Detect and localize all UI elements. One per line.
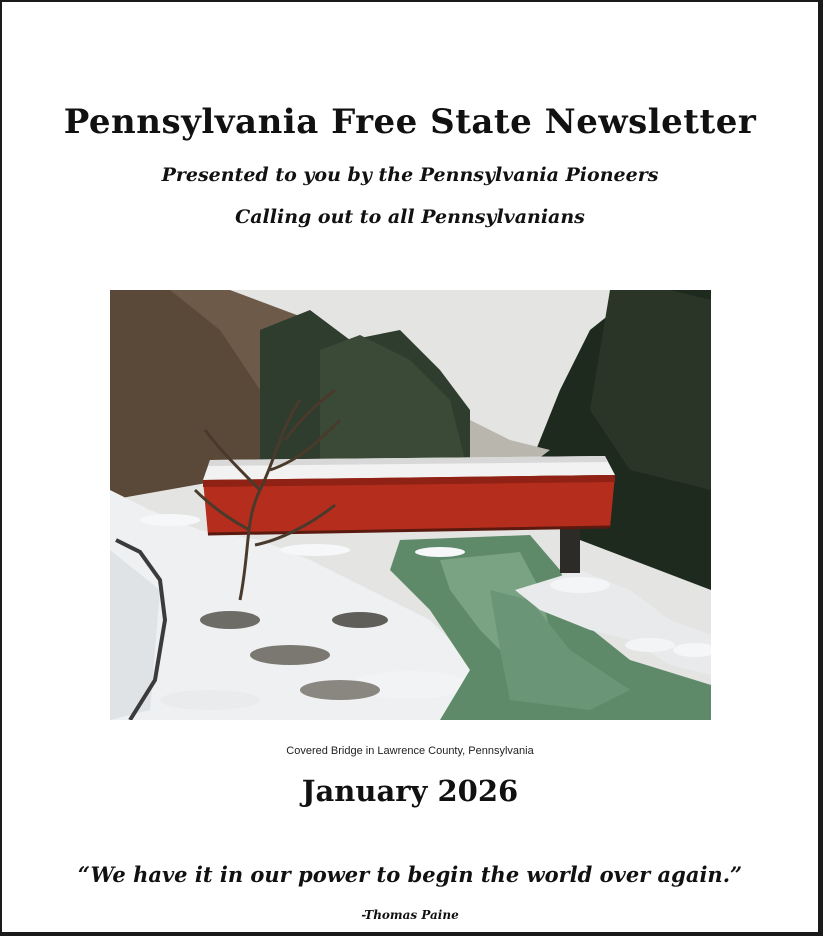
covered-bridge-photo xyxy=(110,290,711,720)
quote-text: “We have it in our power to begin the world over again.” xyxy=(77,862,743,887)
quote-author: -Thomas Paine xyxy=(361,908,459,922)
newsletter-title: Pennsylvania Free State Newsletter xyxy=(63,102,757,142)
photo-caption: Covered Bridge in Lawrence County, Pennsylvania xyxy=(286,745,534,757)
newsletter-subtitle-calling: Calling out to all Pennsylvanians xyxy=(235,206,585,228)
issue-date: January 2026 xyxy=(301,774,519,808)
newsletter-subtitle-presented: Presented to you by the Pennsylvania Pioneers xyxy=(161,164,659,186)
